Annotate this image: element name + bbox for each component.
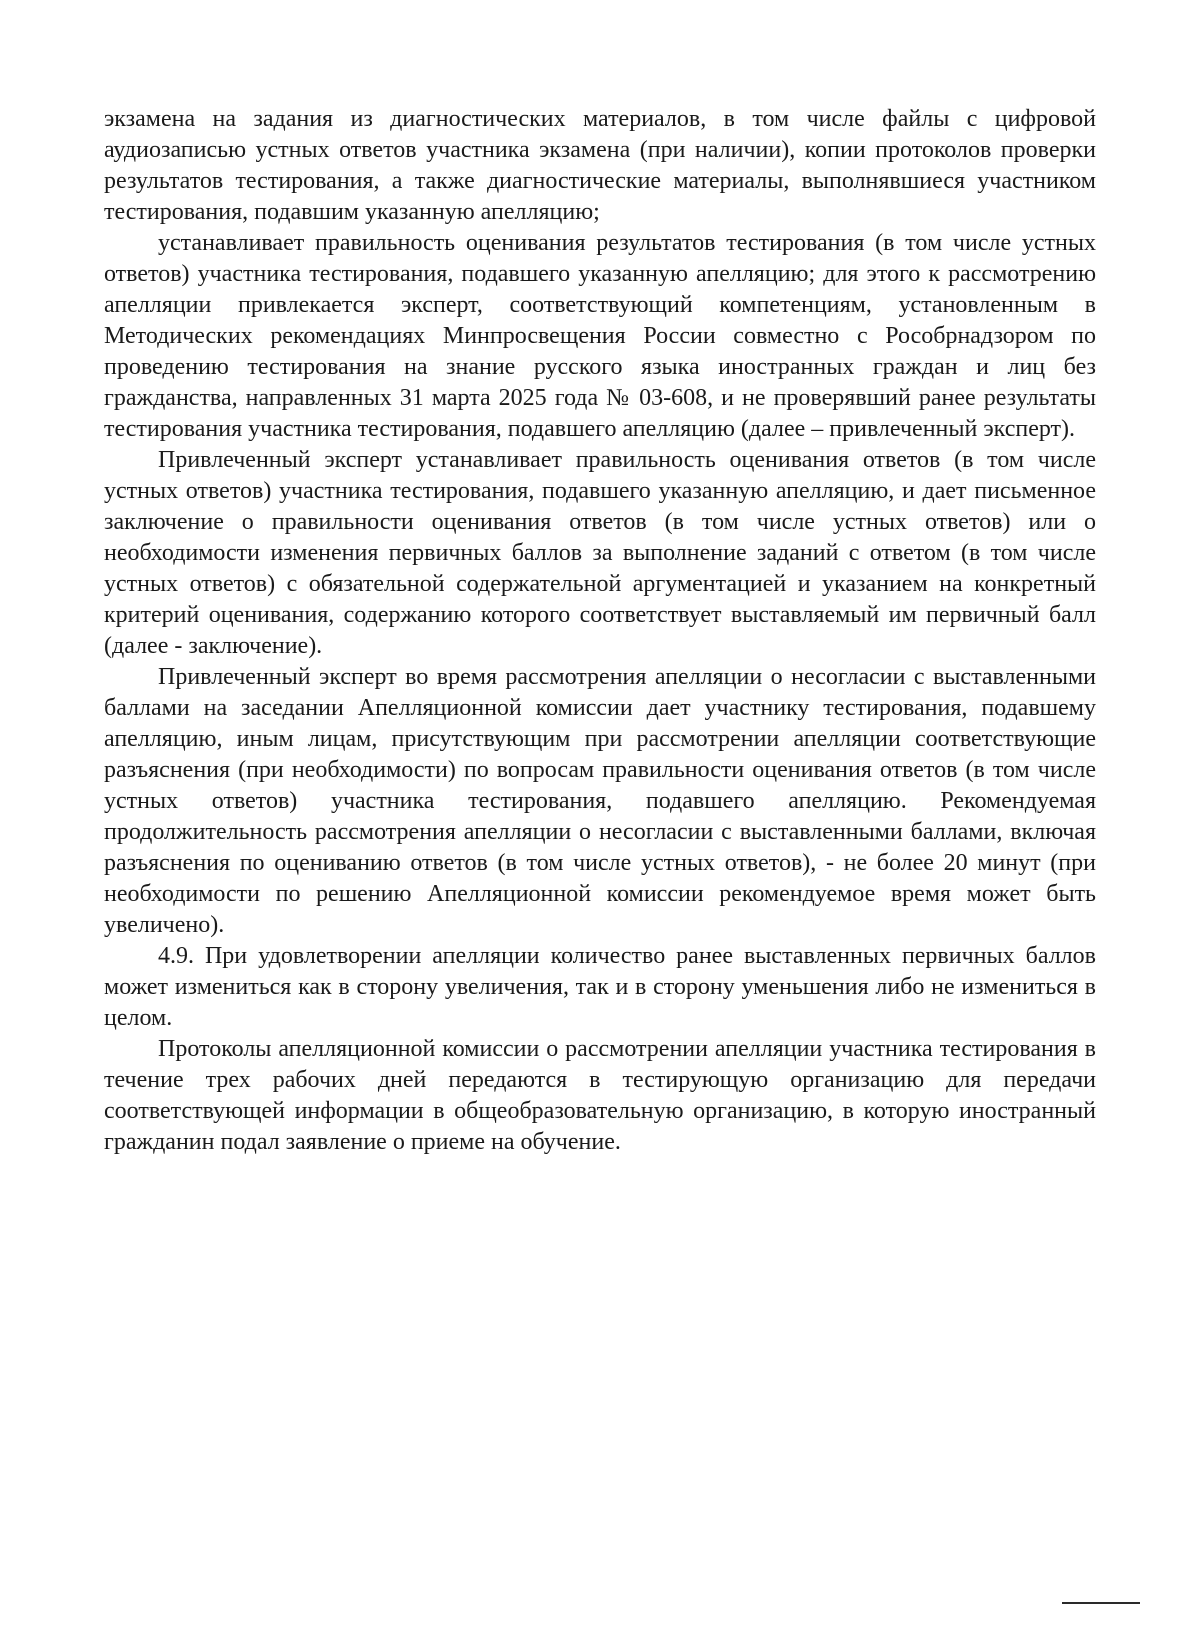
- paragraph-section-4-9: 4.9. При удовлетворении апелляции количество ранее выставленных первичных баллов может измениться как в сторону увеличения, так и в сторону уменьшения либо не измениться в целом.: [104, 943, 1096, 1031]
- scan-edge-line: [1062, 1602, 1140, 1604]
- paragraph-protocols: Протоколы апелляционной комиссии о рассмотрении апелляции участника тестирования в течение трех рабочих дней передаются в тестирующую организацию для передачи соответствующей информации в общеобразовательную организацию, в которую иностранный гражданин подал заявление о приеме на обучение.: [104, 1036, 1096, 1155]
- paragraph-establishes-correctness: устанавливает правильность оценивания результатов тестирования (в том числе устных ответов) участника тестирования, подавшего указанную апелляцию; для этого к рассмотрению апелляции привлекается эксперт, соответствующий компетенциям, установленным в Методических рекомендациях Минпросвещения России совместно с Рособрнадзором по проведению тестирования на знание русского языка иностранных граждан и лиц без гражданства, направленных 31 марта 2025 года № 03-608, и не проверявший ранее результаты тестирования участника тестирования, подавшего апелляцию (далее – привлеченный эксперт).: [104, 230, 1096, 442]
- paragraph-expert-explanations: Привлеченный эксперт во время рассмотрения апелляции о несогласии с выставленными баллами на заседании Апелляционной комиссии дает участнику тестирования, подавшему апелляцию, иным лицам, присутствующим при рассмотрении апелляции соответствующие разъяснения (при необходимости) по вопросам правильности оценивания ответов (в том числе устных ответов) участника тестирования, подавшего апелляцию. Рекомендуемая продолжительность рассмотрения апелляции о несогласии с выставленными баллами, включая разъяснения по оцениванию ответов (в том числе устных ответов), - не более 20 минут (при необходимости по решению Апелляционной комиссии рекомендуемое время может быть увеличено).: [104, 664, 1096, 938]
- paragraph-expert-conclusion: Привлеченный эксперт устанавливает правильность оценивания ответов (в том числе устных ответов) участника тестирования, подавшего указанную апелляцию, и дает письменное заключение о правильности оценивания ответов (в том числе устных ответов) или о необходимости изменения первичных баллов за выполнение заданий с ответом (в том числе устных ответов) с обязательной содержательной аргументацией и указанием на конкретный критерий оценивания, содержанию которого соответствует выставляемый им первичный балл (далее - заключение).: [104, 447, 1096, 659]
- document-body: [104, 104, 1096, 1158]
- paragraph-continuation: экзамена на задания из диагностических материалов, в том числе файлы с цифровой аудиозаписью устных ответов участника экзамена (при наличии), копии протоколов проверки результатов тестирования, а также диагностические материалы, выполнявшиеся участником тестирования, подавшим указанную апелляцию;: [104, 106, 1096, 225]
